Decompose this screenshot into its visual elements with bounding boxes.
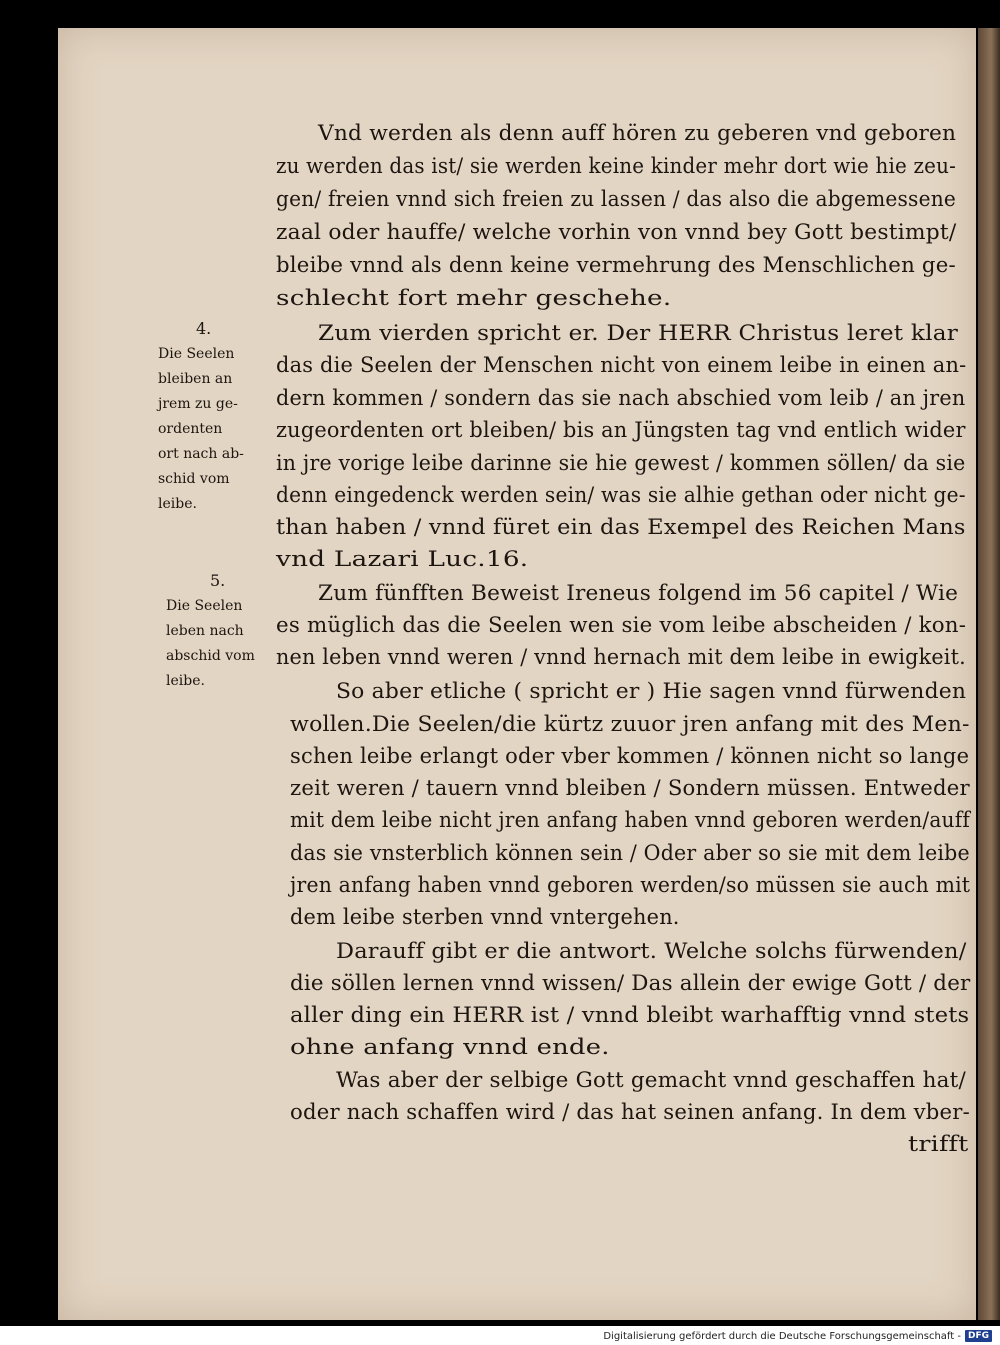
text-line: Zum vierden spricht er. Der HERR Christus leret klar bbox=[318, 321, 959, 345]
text-line: dern kommen / sondern das sie nach abschied vom leib / an jren bbox=[276, 386, 966, 410]
margin-note-line: jrem zu ge- bbox=[158, 396, 238, 412]
text-line: than haben / vnnd füret ein das Exempel des Reichen Mans bbox=[276, 515, 966, 539]
text-line: oder nach schaffen wird / das hat seinen anfang. In dem vber- bbox=[290, 1100, 970, 1124]
text-line: nen leben vnnd weren / vnnd hernach mit dem leibe in ewigkeit. bbox=[276, 645, 966, 669]
text-line: bleibe vnnd als denn keine vermehrung des Menschlichen ge- bbox=[276, 253, 956, 277]
margin-note-line: Die Seelen bbox=[166, 598, 243, 614]
margin-note-line: ort nach ab- bbox=[158, 446, 244, 462]
footer-credit bbox=[603, 1328, 992, 1344]
text-line: Was aber der selbige Gott gemacht vnnd geschaffen hat/ bbox=[336, 1068, 966, 1092]
text-line: das sie vnsterblich können sein / Oder aber so sie mit dem leibe bbox=[290, 841, 970, 865]
text-line: jren anfang haben vnnd geboren werden/so müssen sie auch mit bbox=[290, 873, 971, 897]
margin-note-number: 5. bbox=[210, 571, 226, 590]
text-line: Darauff gibt er die antwort. Welche solchs fürwenden/ bbox=[336, 939, 967, 963]
text-line: schen leibe erlangt oder vber kommen / können nicht so lange bbox=[290, 744, 970, 768]
text-line: die söllen lernen vnnd wissen/ Das allein der ewige Gott / der bbox=[290, 971, 971, 995]
margin-note-line: Die Seelen bbox=[158, 346, 235, 362]
margin-note-line: schid vom bbox=[158, 471, 230, 487]
text-line: in jre vorige leibe darinne sie hie gewest / kommen söllen/ da sie bbox=[276, 451, 966, 475]
text-line: vnd Lazari Luc.16. bbox=[276, 547, 529, 571]
text-line: zaal oder hauffe/ welche vorhin von vnnd bey Gott bestimpt/ bbox=[276, 220, 957, 244]
margin-note-line: leibe. bbox=[166, 673, 205, 689]
text-line: denn eingedenck werden sein/ was sie alhie gethan oder nicht ge- bbox=[276, 483, 966, 507]
text-line: zugeordenten ort bleiben/ bis an Jüngsten tag vnd entlich wider bbox=[276, 418, 966, 442]
text-line: Zum fünfften Beweist Ireneus folgend im 56 capitel / Wie bbox=[318, 581, 959, 605]
book-page bbox=[58, 28, 976, 1320]
text-line: wollen.Die Seelen/die kürtz zuuor jren anfang mit des Men- bbox=[290, 712, 970, 736]
margin-note-line: abschid vom bbox=[166, 648, 255, 664]
text-line: ohne anfang vnnd ende. bbox=[290, 1035, 610, 1059]
margin-note-number: 4. bbox=[196, 319, 212, 338]
text-line: gen/ freien vnnd sich freien zu lassen / das also die abgemessene bbox=[276, 187, 957, 211]
text-line: mit dem leibe nicht jren anfang haben vnnd geboren werden/auff bbox=[290, 808, 971, 832]
text-line: das die Seelen der Menschen nicht von einem leibe in einen an- bbox=[276, 353, 967, 377]
text-line: zeit weren / tauern vnnd bleiben / Sondern müssen. Entweder bbox=[290, 776, 970, 800]
text-line: es müglich das die Seelen wen sie vom leibe abscheiden / kon- bbox=[276, 613, 967, 637]
page-edge bbox=[978, 28, 1000, 1320]
footer-text: Digitalisierung gefördert durch die Deutsche Forschungsgemeinschaft - bbox=[603, 1330, 961, 1342]
margin-note-line: ordenten bbox=[158, 421, 223, 437]
text-line: So aber etliche ( spricht er ) Hie sagen vnnd fürwenden bbox=[336, 679, 967, 703]
text-line: aller ding ein HERR ist / vnnd bleibt warhafftig vnnd stets bbox=[290, 1003, 970, 1027]
text-line: schlecht fort mehr geschehe. bbox=[276, 286, 672, 310]
text-line: dem leibe sterben vnnd vntergehen. bbox=[290, 905, 680, 929]
text-line: trifft bbox=[908, 1132, 969, 1156]
text-line: zu werden das ist/ sie werden keine kinder mehr dort wie hie zeu- bbox=[276, 154, 957, 178]
margin-note-line: leibe. bbox=[158, 496, 197, 512]
margin-note-line: leben nach bbox=[166, 623, 244, 639]
text-line: Vnd werden als denn auff hören zu geberen vnd geboren bbox=[318, 121, 957, 145]
margin-note-line: bleiben an bbox=[158, 371, 233, 387]
dfg-logo: DFG bbox=[965, 1330, 992, 1342]
